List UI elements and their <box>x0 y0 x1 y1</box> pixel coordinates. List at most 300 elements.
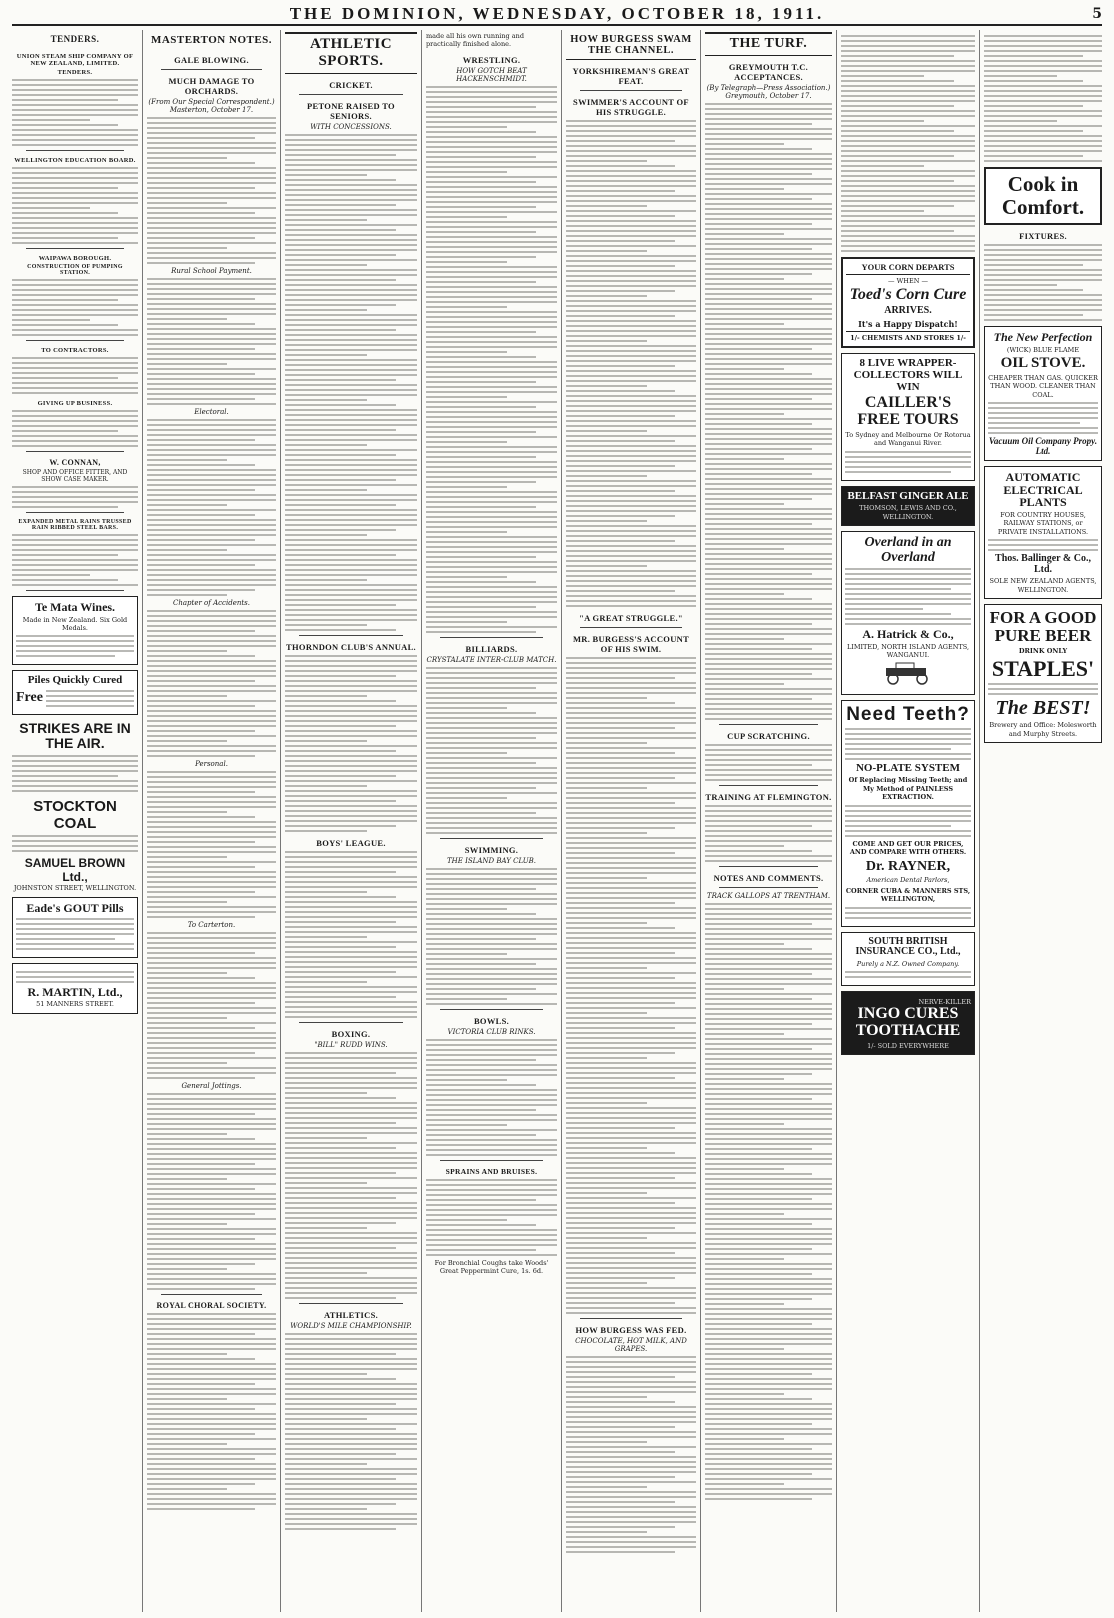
text-line <box>705 1023 812 1025</box>
text-line <box>984 299 1102 301</box>
text-line <box>426 1194 557 1196</box>
text-line <box>12 304 138 306</box>
text-line <box>147 464 255 466</box>
text-line <box>984 309 1102 311</box>
text-line <box>566 1197 696 1199</box>
text-line <box>285 1348 417 1350</box>
text-line <box>426 266 557 268</box>
text-line <box>426 998 507 1000</box>
corn-cure-ad <box>841 257 975 348</box>
text-line <box>705 108 832 110</box>
text-line <box>147 1313 276 1315</box>
text-line <box>147 1218 276 1220</box>
text-line <box>841 245 975 247</box>
text-line <box>566 942 696 944</box>
text-line <box>705 373 812 375</box>
text-line <box>705 1343 832 1345</box>
text-line <box>845 835 971 837</box>
divider <box>440 1009 543 1010</box>
text-line <box>566 1152 675 1154</box>
billiards-text <box>426 667 557 834</box>
text-line <box>285 199 417 201</box>
text-line <box>285 1127 417 1129</box>
text-line <box>566 1072 696 1074</box>
text-line <box>984 259 1102 261</box>
text-line <box>705 1158 832 1160</box>
divider <box>26 512 124 513</box>
text-line <box>285 1343 417 1345</box>
text-line <box>147 750 276 752</box>
ballinger-subtitle: SOLE NEW ZEALAND AGENTS, WELLINGTON. <box>989 577 1097 594</box>
text-line <box>566 185 696 187</box>
text-line <box>147 348 255 350</box>
text-line <box>426 466 557 468</box>
text-line <box>426 316 557 318</box>
text-line <box>566 812 696 814</box>
text-line <box>285 926 417 928</box>
text-line <box>705 1438 784 1440</box>
text-line <box>285 1428 396 1430</box>
text-line <box>147 479 276 481</box>
text-line <box>705 148 812 150</box>
text-line <box>566 1227 675 1229</box>
text-line <box>566 335 696 337</box>
text-line <box>841 75 924 77</box>
divider <box>580 627 682 628</box>
text-line <box>426 968 557 970</box>
text-line <box>705 638 784 640</box>
text-line <box>566 1272 696 1274</box>
text-line <box>12 415 138 417</box>
text-line <box>147 1373 276 1375</box>
text-line <box>285 780 417 782</box>
text-line <box>285 1117 417 1119</box>
text-line <box>12 314 138 316</box>
text-line <box>705 683 784 685</box>
text-line <box>147 660 276 662</box>
text-line <box>566 125 696 127</box>
text-line <box>12 167 138 169</box>
text-line <box>285 695 367 697</box>
text-line <box>566 1536 696 1538</box>
chocolate-heading: CHOCOLATE, HOT MILK, AND GRAPES. <box>575 1337 687 1353</box>
trentham-text <box>705 903 832 1500</box>
text-line <box>147 796 276 798</box>
text-line <box>16 933 134 935</box>
text-line <box>984 135 1102 137</box>
text-line <box>705 173 812 175</box>
text-line <box>426 697 557 699</box>
text-line <box>984 90 1102 92</box>
great-struggle-heading: "A GREAT STRUGGLE." <box>579 613 683 623</box>
text-line <box>12 139 138 141</box>
text-line <box>705 628 832 630</box>
text-line <box>705 563 832 565</box>
text-line <box>285 609 417 611</box>
text-line <box>147 1418 276 1420</box>
text-line <box>426 913 536 915</box>
text-line <box>147 252 276 254</box>
text-line <box>426 762 536 764</box>
text-line <box>147 338 276 340</box>
text-line <box>566 1551 675 1553</box>
text-line <box>285 529 396 531</box>
text-line <box>426 421 557 423</box>
divider <box>26 590 124 591</box>
text-line <box>12 324 118 326</box>
text-line <box>426 631 536 633</box>
text-line <box>285 760 417 762</box>
ingo-ad <box>841 991 975 1055</box>
connan-heading: W. CONNAN, <box>49 458 101 467</box>
text-line <box>426 943 557 945</box>
text-line <box>285 244 417 246</box>
giving-up-heading: GIVING UP BUSINESS. <box>37 400 113 407</box>
text-line <box>12 559 138 561</box>
gout-body <box>16 918 134 950</box>
automatic-subtitle: FOR COUNTRY HOUSES, RAILWAY STATIONS, or PRIVATE INSTALLATIONS. <box>997 510 1089 536</box>
text-line <box>12 177 138 179</box>
text-line <box>147 610 276 612</box>
martin-body <box>16 971 134 983</box>
text-line <box>566 135 696 137</box>
text-line <box>285 720 417 722</box>
text-line <box>566 190 675 192</box>
text-line <box>705 774 832 776</box>
text-line <box>12 435 138 437</box>
text-line <box>12 202 138 204</box>
text-line <box>705 1193 832 1195</box>
account-heading: SWIMMER'S ACCOUNT OF HIS STRUGGLE. <box>573 97 689 117</box>
text-line <box>566 150 696 152</box>
text-line <box>285 765 417 767</box>
text-line <box>705 1048 812 1050</box>
text-line <box>566 260 696 262</box>
text-line <box>147 1508 255 1510</box>
athletics-text <box>285 1333 417 1530</box>
text-line <box>12 506 118 508</box>
text-line <box>705 223 812 225</box>
text-line <box>426 1154 557 1156</box>
text-line <box>147 1093 276 1095</box>
text-line <box>285 524 417 526</box>
text-line <box>426 131 536 133</box>
text-line <box>147 625 276 627</box>
text-line <box>426 551 557 553</box>
text-line <box>566 360 696 362</box>
text-line <box>566 1247 696 1249</box>
text-line <box>705 1213 784 1215</box>
text-line <box>147 197 276 199</box>
education-text <box>12 167 138 244</box>
text-line <box>984 110 1102 112</box>
cheaper-text: CHEAPER THAN GAS. QUICKER THAN WOOD. CLEANER THAN COAL. <box>988 373 1098 399</box>
text-line <box>705 923 812 925</box>
text-line <box>566 847 696 849</box>
text-line <box>285 921 396 923</box>
text-line <box>705 283 832 285</box>
text-line <box>845 578 971 580</box>
text-line <box>285 594 417 596</box>
text-line <box>147 584 276 586</box>
text-line <box>426 381 536 383</box>
text-line <box>147 1353 227 1355</box>
text-line <box>566 857 696 859</box>
text-line <box>705 805 832 807</box>
text-line <box>285 1408 417 1410</box>
text-line <box>984 304 1102 306</box>
text-line <box>984 150 1102 152</box>
text-line <box>147 544 276 546</box>
text-line <box>705 1208 832 1210</box>
text-line <box>705 243 832 245</box>
thorndon-heading: THORNDON CLUB'S ANNUAL. <box>286 642 416 652</box>
text-line <box>285 1458 417 1460</box>
text-line <box>705 1163 832 1165</box>
text-line <box>426 241 557 243</box>
text-line <box>566 120 696 122</box>
text-line <box>147 1133 227 1135</box>
text-line <box>566 1406 696 1408</box>
text-line <box>841 35 975 37</box>
text-line <box>566 155 696 157</box>
text-line <box>566 275 696 277</box>
text-line <box>566 947 696 949</box>
text-line <box>566 595 696 597</box>
text-line <box>988 417 1098 419</box>
personal-heading: Personal. <box>195 760 228 768</box>
text-line <box>841 195 975 197</box>
text-line <box>566 1411 696 1413</box>
text-line <box>566 1047 696 1049</box>
text-line <box>841 205 954 207</box>
fixtures-heading: FIXTURES. <box>1019 231 1067 242</box>
text-line <box>841 180 954 182</box>
text-line <box>841 210 924 212</box>
text-line <box>147 1228 276 1230</box>
text-line <box>984 55 1083 57</box>
text-line <box>705 1358 832 1360</box>
text-line <box>147 1183 276 1185</box>
text-line <box>566 797 696 799</box>
text-line <box>12 319 90 321</box>
text-line <box>984 145 1102 147</box>
text-line <box>845 815 971 817</box>
text-line <box>426 722 557 724</box>
text-line <box>285 830 367 832</box>
text-line <box>566 490 675 492</box>
text-line <box>566 1531 647 1533</box>
text-line <box>426 231 536 233</box>
text-line <box>285 489 367 491</box>
text-line <box>12 790 138 792</box>
text-line <box>705 1238 832 1240</box>
text-line <box>12 309 138 311</box>
text-line <box>12 845 138 847</box>
text-line <box>705 503 784 505</box>
text-line <box>426 406 536 408</box>
text-line <box>705 1018 832 1020</box>
text-line <box>426 521 557 523</box>
text-line <box>285 234 417 236</box>
text-line <box>566 1526 675 1528</box>
text-line <box>426 893 557 895</box>
text-line <box>12 134 138 136</box>
text-line <box>841 85 975 87</box>
text-line <box>147 454 276 456</box>
corn-when: — WHEN — <box>888 276 928 285</box>
text-line <box>705 1178 832 1180</box>
text-line <box>705 1293 832 1295</box>
text-line <box>705 830 832 832</box>
text-line <box>841 225 975 227</box>
text-line <box>705 1233 832 1235</box>
text-line <box>984 35 1102 37</box>
text-line <box>285 1097 396 1099</box>
text-line <box>285 144 417 146</box>
text-line <box>426 96 557 98</box>
text-line <box>285 249 417 251</box>
text-line <box>12 382 138 384</box>
text-line <box>566 1102 647 1104</box>
electoral-heading: Electoral. <box>194 408 229 416</box>
trentham-heading: TRACK GALLOPS AT TRENTHAM. <box>706 892 831 900</box>
text-line <box>147 559 276 561</box>
text-line <box>566 1466 696 1468</box>
text-line <box>285 820 417 822</box>
text-line <box>705 193 832 195</box>
text-line <box>705 493 832 495</box>
text-line <box>426 196 557 198</box>
text-line <box>147 1168 276 1170</box>
text-line <box>841 250 975 252</box>
text-line <box>285 189 417 191</box>
text-line <box>426 121 557 123</box>
text-line <box>426 787 536 789</box>
text-line <box>705 593 784 595</box>
text-line <box>426 958 557 960</box>
piles-free: Free <box>16 690 43 706</box>
text-line <box>705 523 812 525</box>
text-line <box>426 757 557 759</box>
text-line <box>705 648 812 650</box>
text-line <box>285 1443 417 1445</box>
text-line <box>147 680 255 682</box>
text-line <box>426 827 557 829</box>
text-line <box>705 618 832 620</box>
perfection-body <box>988 402 1098 434</box>
text-line <box>285 986 417 988</box>
text-line <box>426 792 557 794</box>
staples-body <box>988 683 1098 695</box>
text-line <box>705 1168 784 1170</box>
waipawa-text <box>12 279 138 336</box>
victoria-heading: VICTORIA CLUB RINKS. <box>447 1027 536 1036</box>
text-line <box>566 747 696 749</box>
text-line <box>147 1468 276 1470</box>
divider <box>26 248 124 249</box>
text-line <box>705 1488 832 1490</box>
text-line <box>566 1416 696 1418</box>
text-line <box>705 1388 832 1390</box>
text-line <box>147 700 276 702</box>
text-line <box>147 690 276 692</box>
text-line <box>147 1062 227 1064</box>
text-line <box>426 1224 536 1226</box>
text-line <box>147 1027 255 1029</box>
text-line <box>12 367 138 369</box>
text-line <box>705 623 812 625</box>
burgess-text-2 <box>566 657 696 1314</box>
text-line <box>426 1204 557 1206</box>
text-line <box>841 115 975 117</box>
text-line <box>147 1243 276 1245</box>
text-line <box>147 821 276 823</box>
text-line <box>147 710 276 712</box>
text-line <box>566 727 675 729</box>
text-line <box>566 1292 696 1294</box>
text-line <box>845 598 971 600</box>
text-line <box>147 162 255 164</box>
text-line <box>705 1078 784 1080</box>
text-line <box>705 1148 812 1150</box>
text-line <box>12 491 138 493</box>
text-line <box>147 579 276 581</box>
text-line <box>285 324 417 326</box>
text-line <box>285 184 417 186</box>
text-line <box>426 1199 536 1201</box>
text-line <box>285 1483 417 1485</box>
martin-ad <box>12 963 138 1014</box>
text-line <box>285 936 367 938</box>
wrestling-heading: WRESTLING. <box>462 54 521 65</box>
text-line <box>984 80 1083 82</box>
connan-text <box>12 486 138 508</box>
text-line <box>566 1017 696 1019</box>
text-line <box>12 104 138 106</box>
text-line <box>705 308 832 310</box>
text-line <box>285 269 417 271</box>
text-line <box>566 987 696 989</box>
text-line <box>12 79 138 81</box>
text-line <box>147 368 276 370</box>
text-line <box>705 1173 812 1175</box>
text-line <box>845 461 971 463</box>
text-line <box>841 170 975 172</box>
text-line <box>566 455 696 457</box>
text-line <box>285 499 417 501</box>
text-line <box>426 822 557 824</box>
text-line <box>285 534 367 536</box>
text-line <box>426 817 557 819</box>
text-line <box>12 574 90 576</box>
text-line <box>566 842 696 844</box>
cricket-text <box>285 134 417 631</box>
text-line <box>12 124 118 126</box>
text-line <box>147 278 276 280</box>
text-line <box>841 240 975 242</box>
concessions-heading: WITH CONCESSIONS. <box>310 123 392 131</box>
text-line <box>984 140 1102 142</box>
text-line <box>705 528 832 530</box>
text-line <box>426 446 557 448</box>
text-line <box>984 75 1057 77</box>
text-line <box>566 1132 696 1134</box>
text-line <box>705 303 832 305</box>
text-line <box>845 917 971 919</box>
text-line <box>426 1249 536 1251</box>
text-line <box>426 1254 557 1256</box>
